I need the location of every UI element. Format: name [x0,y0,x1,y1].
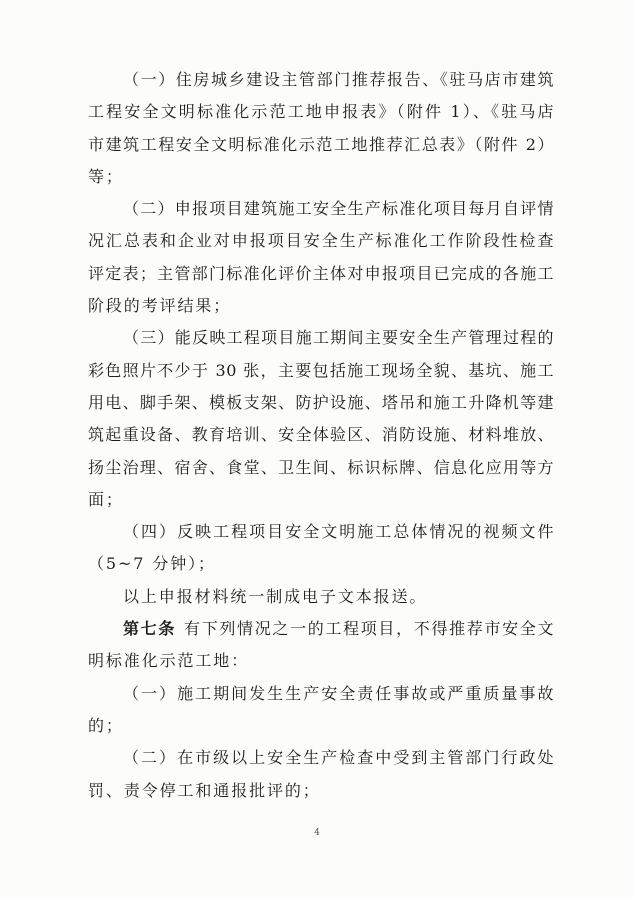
text-line: 罚、责令停工和通报批评的； [88,780,321,800]
page-number: 4 [314,828,320,838]
document-body [88,64,554,807]
text-line: （二）在市级以上安全生产检查中受到主管部门行政处 [123,748,554,768]
text-line: （一）住房城乡建设主管部门推荐报告、《驻马店市建筑 [123,70,554,89]
paragraph-materials-1 [88,64,554,193]
text-line: 等； [88,166,124,186]
text-line: （四）反映工程项目安全文明施工总体情况的视频文件 [123,522,554,542]
text-line: 工程安全文明标准化示范工地申报表》（附件 1）、《驻马店 [88,102,554,122]
article-label: 第七条 [123,619,177,639]
text-line: 扬尘治理、宿舍、食堂、卫生间、标识标牌、信息化应用等方 [88,457,554,477]
paragraph-materials-2 [88,193,554,322]
paragraph-exclusion-2 [88,742,554,807]
text-line: 市建筑工程安全文明标准化示范工地推荐汇总表》（附件 2） [88,134,554,154]
paragraph-submission-note [88,581,554,613]
text-line: （5~7 分钟）； [88,554,216,574]
paragraph-materials-4 [88,516,554,581]
paragraph-exclusion-1 [88,678,554,743]
text-line: 用电、脚手架、模板支架、防护设施、塔吊和施工升降机等建 [88,392,554,412]
text-line: 评定表；主管部门标准化评价主体对申报项目已完成的各施工 [88,263,554,283]
text-line: 明标准化示范工地： [88,651,250,671]
article-text: 有下列情况之一的工程项目，不得推荐市安全文 [184,619,554,639]
article-7 [88,613,554,678]
text-line: （一）施工期间发生生产安全责任事故或严重质量事故 [123,683,554,703]
text-line: 况汇总表和企业对申报项目安全生产标准化工作阶段性检查 [88,231,554,251]
paragraph-materials-3 [88,322,554,516]
text-line: （三）能反映工程项目施工期间主要安全生产管理过程的 [123,328,554,348]
text-line: 的； [88,715,124,735]
text-line: 面； [88,489,124,509]
text-line: 筑起重设备、教育培训、安全体验区、消防设施、材料堆放、 [88,425,554,445]
text-line [88,613,554,645]
text-line: （二）申报项目建筑施工安全生产标准化项目每月自评情 [123,199,554,219]
text-line: 阶段的考评结果； [88,296,232,316]
text-line: 以上申报材料统一制成电子文本报送。 [123,586,428,606]
text-line: 彩色照片不少于 30 张，主要包括施工现场全貌、基坑、施工 [88,360,554,380]
